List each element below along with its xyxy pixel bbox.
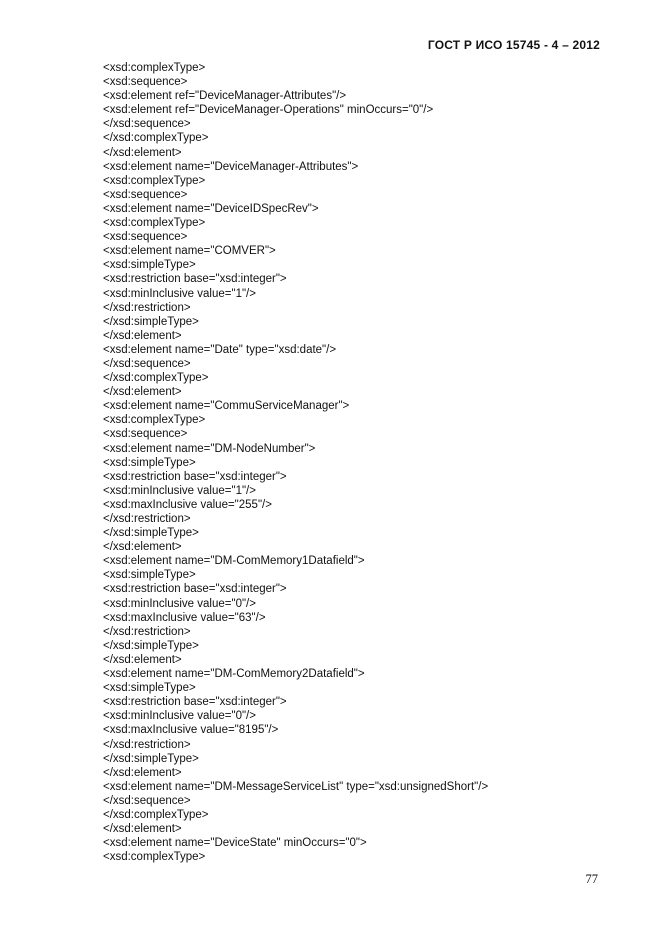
code-line: <xsd:element name="DM-MessageServiceList" type="xsd:unsignedShort"/> — [103, 780, 489, 793]
code-line: <xsd:simpleType> — [103, 569, 196, 582]
code-line: <xsd:element name="DeviceState" minOccurs="0"> — [103, 837, 367, 850]
code-line: </xsd:restriction> — [103, 301, 191, 314]
code-line: <xsd:minInclusive value="1"/> — [103, 484, 256, 497]
code-line: </xsd:element> — [103, 329, 182, 342]
code-line: <xsd:complexType> — [103, 851, 206, 864]
code-line: </xsd:simpleType> — [103, 639, 199, 652]
code-line: <xsd:element name="CommuServiceManager"> — [103, 400, 350, 413]
code-line: <xsd:restriction base="xsd:integer"> — [103, 583, 287, 596]
code-line: </xsd:element> — [103, 823, 182, 836]
code-line: <xsd:minInclusive value="1"/> — [103, 287, 256, 300]
code-line: <xsd:maxInclusive value="63"/> — [103, 611, 266, 624]
code-line: <xsd:restriction base="xsd:integer"> — [103, 273, 287, 286]
code-line: <xsd:sequence> — [103, 188, 188, 201]
code-line: </xsd:sequence> — [103, 118, 191, 131]
code-line: </xsd:element> — [103, 541, 182, 554]
code-line: <xsd:complexType> — [103, 414, 206, 427]
code-line: </xsd:complexType> — [103, 372, 209, 385]
code-line: <xsd:maxInclusive value="255"/> — [103, 498, 272, 511]
code-line: <xsd:simpleType> — [103, 682, 196, 695]
code-line: <xsd:element name="DeviceManager-Attributes"> — [103, 160, 359, 173]
code-line: <xsd:sequence> — [103, 76, 188, 89]
code-line: </xsd:simpleType> — [103, 752, 199, 765]
code-line: </xsd:element> — [103, 766, 182, 779]
code-line: <xsd:element name="DeviceIDSpecRev"> — [103, 202, 319, 215]
page-header-title: ГОСТ Р ИСО 15745 - 4 – 2012 — [427, 38, 600, 52]
code-line: </xsd:restriction> — [103, 738, 191, 751]
code-line: </xsd:simpleType> — [103, 315, 199, 328]
code-line: <xsd:element name="DM-NodeNumber"> — [103, 442, 316, 455]
code-line: <xsd:simpleType> — [103, 259, 196, 272]
code-line: <xsd:complexType> — [103, 174, 206, 187]
code-line: </xsd:restriction> — [103, 513, 191, 525]
code-line: <xsd:minInclusive value="0"/> — [103, 597, 256, 610]
code-line: <xsd:sequence> — [103, 231, 188, 244]
code-line: <xsd:element name="DM-ComMemory2Datafield"> — [103, 668, 365, 681]
code-line: </xsd:element> — [103, 653, 182, 666]
code-line: </xsd:element> — [103, 386, 182, 399]
code-line: <xsd:minInclusive value="0"/> — [103, 710, 256, 723]
code-line: <xsd:element name="Date" type="xsd:date"/> — [103, 343, 337, 356]
code-line: </xsd:complexType> — [103, 132, 209, 145]
code-line: <xsd:simpleType> — [103, 456, 196, 469]
code-line: <xsd:complexType> — [103, 62, 206, 74]
code-block — [103, 61, 488, 864]
code-line: </xsd:complexType> — [103, 808, 209, 821]
code-line: </xsd:restriction> — [103, 625, 191, 638]
code-line: <xsd:restriction base="xsd:integer"> — [103, 470, 287, 483]
code-line: <xsd:element ref="DeviceManager-Attributes"/> — [103, 90, 347, 103]
code-line: </xsd:sequence> — [103, 794, 191, 807]
code-line: <xsd:element name="DM-ComMemory1Datafield"> — [103, 555, 365, 568]
code-line: <xsd:element ref="DeviceManager-Operations" minOccurs="0"/> — [103, 104, 434, 117]
code-line: </xsd:simpleType> — [103, 527, 199, 540]
code-line: </xsd:sequence> — [103, 357, 191, 370]
code-line: <xsd:complexType> — [103, 217, 206, 230]
code-line: <xsd:sequence> — [103, 428, 188, 441]
page-number: 77 — [585, 872, 598, 886]
code-line: <xsd:maxInclusive value="8195"/> — [103, 724, 279, 737]
code-line: <xsd:restriction base="xsd:integer"> — [103, 696, 287, 709]
code-line: <xsd:element name="COMVER"> — [103, 245, 276, 258]
code-line: </xsd:element> — [103, 146, 182, 159]
